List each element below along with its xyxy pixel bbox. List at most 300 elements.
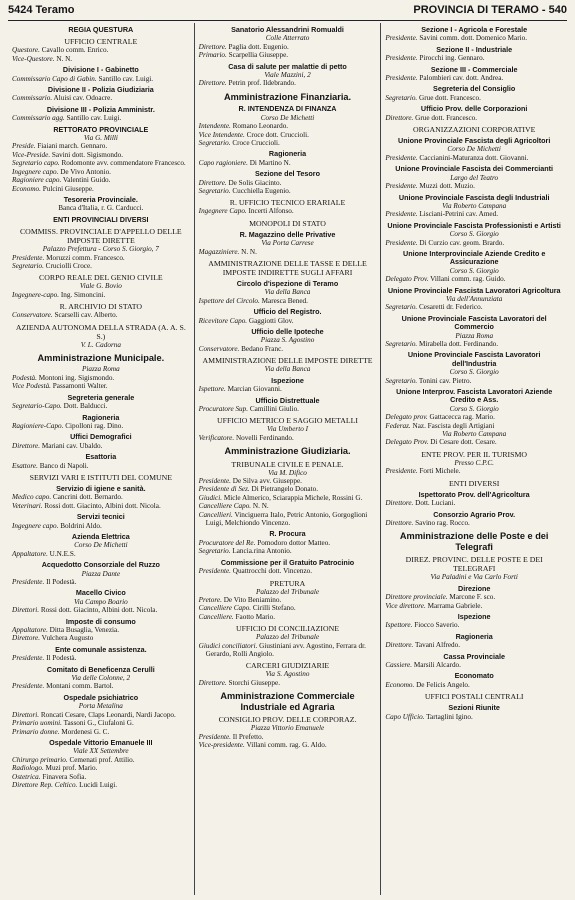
- office-title: UFFICIO DI CONCILIAZIONE: [235, 624, 340, 634]
- entry-name: Finavera Sofia.: [40, 772, 87, 781]
- entry-line: [12, 94, 190, 102]
- entry-line: [12, 502, 190, 510]
- entry-line: [385, 377, 563, 385]
- section-heading: Sezione II - Industriale: [436, 44, 513, 54]
- entry-name: Tassoni G., Ciufaloni G.: [61, 719, 134, 728]
- entry-line: [12, 159, 190, 167]
- column-2: [194, 23, 381, 895]
- entry-line: [385, 499, 563, 507]
- entry-name: Gaggiotti Glov.: [247, 316, 294, 325]
- section-heading: R. INTENDENZA DI FINANZA: [238, 104, 337, 114]
- entry-name: Pulcini Giuseppe.: [40, 184, 94, 193]
- entry-role: Ingegnere Capo.: [198, 207, 247, 216]
- entry-role: Segretario-Capo.: [12, 402, 62, 411]
- entry-line: [385, 34, 563, 42]
- entry-name: Cancrini dott. Bernardo.: [51, 493, 123, 502]
- office-title: CARCERI GIUDIZIARIE: [245, 661, 330, 671]
- entry-line: [199, 385, 377, 393]
- entry-role: Procuratore Sup.: [198, 404, 249, 413]
- entry-name: Montani comm. Bartol.: [44, 682, 114, 691]
- entry-role: Direttore.: [12, 634, 41, 643]
- office-title: CORPO REALE DEL GENIO CIVILE: [39, 273, 163, 283]
- entry-role: Capo ragioniere.: [198, 158, 248, 167]
- office-title: ENTE PROV. PER IL TURISMO: [421, 449, 528, 459]
- entry-line: [385, 94, 563, 102]
- office-title: PRETURA: [269, 578, 306, 588]
- section-heading: Ispettorato Prov. dell'Agricoltura: [418, 489, 530, 499]
- section-heading: Casa di salute per malattie di petto: [228, 61, 347, 71]
- entry-role: Vice-Questore.: [12, 54, 55, 63]
- office-title: R. ARCHIVIO DI STATO: [59, 302, 143, 312]
- entry-name: Scarselli cav. Alberto.: [52, 311, 118, 320]
- address-line: Porta Metalina: [78, 702, 123, 711]
- address-line: Piazza Roma: [455, 331, 494, 340]
- entry-role: Direttore provinciale.: [385, 593, 448, 602]
- entry-role: Esattore.: [12, 461, 38, 470]
- entry-name: Faotto Mario.: [233, 612, 276, 621]
- entry-line: [12, 606, 190, 614]
- office-title: ENTI DIVERSI: [448, 478, 500, 488]
- entry-role: Commissario.: [12, 94, 53, 103]
- entry-name: Quattrocchi dott. Vincenzo.: [230, 567, 313, 576]
- entry-line: [12, 728, 190, 736]
- entry-role: Questore.: [12, 46, 40, 55]
- section-heading: ENTI PROVINCIALI DIVERSI: [53, 214, 149, 224]
- entry-role: Ingegnere-capo.: [12, 290, 60, 299]
- entry-role: Ispettore.: [198, 385, 226, 394]
- address-line: Palazzo del Tribunale: [255, 633, 320, 642]
- entry-role: Economo.: [12, 184, 41, 193]
- entry-role: Ragioniere-Capo.: [12, 421, 64, 430]
- section-heading: Comitato di Beneficenza Cerulli: [46, 664, 155, 674]
- entry-line: [199, 317, 377, 325]
- entry-role: Primario.: [198, 51, 227, 60]
- section-heading: Segreteria generale: [67, 392, 135, 402]
- entry-name: Lancia.rina Antonio.: [230, 547, 292, 556]
- entry-line: [12, 311, 190, 319]
- entry-line: [385, 713, 563, 721]
- entry-role: Commissario agg.: [12, 114, 65, 123]
- entry-line: [199, 179, 377, 187]
- entry-name: Marcian Giovanni.: [225, 385, 282, 394]
- entry-name: Bedano Franc.: [239, 344, 284, 353]
- address-line: Piazza S. Agostino: [260, 336, 315, 345]
- entry-line: [199, 131, 377, 139]
- entry-role: Capo Ufficio.: [385, 712, 425, 721]
- entry-name: Camillini Giulio.: [248, 404, 299, 413]
- entry-role: Ragioniere capo.: [12, 176, 62, 185]
- entry-name: De Vito Beniamino.: [221, 595, 282, 604]
- entry-role: Appaltatore.: [12, 549, 48, 558]
- entry-name: Di Martino N.: [247, 158, 291, 167]
- entry-line: [12, 711, 190, 719]
- entry-role: Cancelliere Capo.: [198, 604, 252, 613]
- address-line: Via Porta Carrese: [261, 239, 314, 248]
- office-title: SERVIZI VARI E ISTITUTI DEL COMUNE: [29, 472, 173, 482]
- entry-name: Cipolloni rag. Dino.: [63, 421, 124, 430]
- office-title: DIREZ. PROVINC. DELLE POSTE E DEI TELEGRAFI: [405, 555, 543, 574]
- entry-line: [385, 413, 563, 421]
- entry-name: Petrin prof. Ildebrando.: [226, 79, 296, 88]
- entry-line: [199, 51, 377, 59]
- office-title: ORGANIZZAZIONI CORPORATIVE: [413, 125, 536, 135]
- address-line: Via della Banca: [264, 365, 311, 374]
- entry-line: [12, 291, 190, 299]
- entry-line: [12, 682, 190, 690]
- entry-role: Delegato Prov.: [385, 438, 429, 447]
- office-title: UFFICIO METRICO E SAGGIO METALLI: [217, 416, 359, 426]
- entry-role: Direttore.: [12, 441, 41, 450]
- entry-name: Lucidi Luigi.: [77, 780, 118, 789]
- entry-name: Muzi prof. Mario.: [43, 764, 98, 773]
- entry-name: Cavallo comm. Enrico.: [39, 46, 109, 55]
- section-heading: Servizi tecnici: [76, 512, 125, 522]
- entry-line: [385, 519, 563, 527]
- entry-line: [385, 661, 563, 669]
- entry-name: Di Curzio cav. geom. Brardo.: [417, 238, 505, 247]
- entry-name: Scarpellia Giuseppe.: [226, 51, 289, 60]
- section-heading: Uffici Demografici: [70, 432, 132, 442]
- entry-name: Marrama Gabriele.: [425, 601, 483, 610]
- entry-name: U.N.E.S.: [47, 549, 76, 558]
- entry-name: Il Podestà.: [44, 654, 77, 663]
- entry-line: [199, 79, 377, 87]
- entry-role: Direttore.: [385, 113, 414, 122]
- entry-role: Direttore.: [385, 499, 414, 508]
- entry-line: [12, 114, 190, 122]
- entry-name: Tavani Alfredo.: [413, 641, 461, 650]
- entry-name: Maresca Bened.: [259, 296, 308, 305]
- entry-name: Dott. Balducci.: [61, 402, 108, 411]
- section-heading: Unione Provinciale Fascista Lavoratori Agricoltura: [387, 285, 561, 295]
- entry-role: Presidente.: [385, 34, 418, 43]
- entry-role: Presidente.: [385, 54, 418, 63]
- entry-name: Lisciani-Petrini cav. Amed.: [417, 210, 498, 219]
- entry-role: Segretario.: [385, 303, 418, 312]
- entry-role: Segretario.: [12, 261, 44, 270]
- entry-line: [385, 239, 563, 247]
- section-heading: Unione Provinciale Fascista degli Industriali: [398, 192, 550, 202]
- entry-line: [199, 187, 377, 195]
- entry-role: Presidente.: [12, 682, 45, 691]
- entry-name: Fiocco Saverio.: [412, 621, 460, 630]
- entry-role: Presidente.: [198, 477, 231, 486]
- entry-line: [12, 176, 190, 184]
- entry-name: Il Podestà.: [44, 578, 77, 586]
- entry-role: Cassiere.: [385, 660, 413, 669]
- section-heading: Ospedale Vittorio Emanuele III: [49, 737, 153, 747]
- entry-role: Ostetrica.: [12, 772, 41, 781]
- section-heading: Sezioni Riunite: [448, 703, 500, 713]
- entry-name: Cucchiella Eugenio.: [230, 187, 291, 195]
- address-line: Via Paladini e Via Carlo Forti: [430, 573, 518, 582]
- entry-name: Savino rag. Rocco.: [413, 518, 470, 527]
- entry-name: Moruzzi comm. Francesco.: [44, 253, 125, 262]
- section-heading: Circolo d'ispezione di Teramo: [236, 279, 339, 289]
- section-heading: Commissione per il Gratuito Patrocinio: [220, 557, 355, 567]
- entry-name: Forti Michele.: [417, 467, 461, 476]
- address-line: Corso De Michetti: [447, 145, 501, 154]
- entry-name: Valentini Guido.: [61, 176, 111, 185]
- entry-role: Cancelliere.: [198, 612, 234, 621]
- entry-name: Vinciguerra Italo, Petric Antonio, Gorgoglioni Luigi, Melchiondo Vincenzo.: [205, 510, 368, 528]
- entry-name: Cemenati prof. Attilio.: [67, 755, 135, 764]
- section-heading: Servizio di igiene e sanità.: [56, 483, 146, 493]
- entry-name: Dott. Luciani.: [413, 499, 456, 508]
- group-heading: Amministrazione delle Poste e dei Telegrafi: [399, 531, 549, 552]
- entry-name: Marcone F. sco.: [447, 593, 496, 602]
- entry-line: [12, 654, 190, 662]
- entry-role: Vice Podestà.: [12, 382, 51, 391]
- entry-name: Santillo cav. Luigi.: [96, 74, 154, 83]
- entry-line: [12, 374, 190, 382]
- entry-line: [199, 248, 377, 256]
- entry-line: [12, 493, 190, 501]
- entry-role: Presidente.: [385, 238, 418, 247]
- group-heading: Amministrazione Municipale.: [37, 352, 165, 363]
- entry-role: Delegato Prov.: [385, 275, 429, 284]
- entry-role: Appaltatore.: [12, 626, 48, 635]
- office-title: UFFICI POSTALI CENTRALI: [424, 692, 524, 702]
- group-heading: Amministrazione Commerciale Industriale ed Agraria: [220, 691, 355, 712]
- entry-role: Pretore.: [198, 595, 222, 604]
- section-heading: Unione Provinciale Fascista Lavoratori dell'Industria: [407, 350, 541, 368]
- entry-role: Direttore.: [385, 641, 414, 650]
- address-line: Via Roberto Campana: [442, 201, 507, 210]
- entry-line: [12, 462, 190, 470]
- office-title: AZIENDA AUTONOMA DELLA STRADA (A. A. S. S.): [15, 322, 186, 341]
- header-right: PROVINCIA DI TERAMO - 540: [413, 4, 567, 16]
- column-1: [8, 23, 194, 895]
- entry-line: [12, 382, 190, 390]
- entry-line: [385, 182, 563, 190]
- entry-name: Paglia dott. Eugenio.: [226, 42, 289, 51]
- entry-line: [199, 733, 377, 741]
- entry-name: Pirocchi ing. Gennaro.: [417, 54, 485, 63]
- section-heading: Macello Civico: [75, 588, 126, 598]
- entry-role: Conservatore.: [198, 344, 240, 353]
- entry-role: Presidente.: [12, 253, 45, 262]
- text-line: Banca d'Italia, r. G. Carducci.: [58, 204, 144, 213]
- entry-name: N. N.: [251, 502, 269, 511]
- entry-line: [385, 275, 563, 283]
- section-heading: Sezione I - Agricola e Forestale: [421, 25, 528, 34]
- address-line: Via M. Difico: [268, 468, 307, 477]
- section-heading: Unione Provinciale Fascista Lavoratori del Commercio: [401, 313, 547, 332]
- section-heading: R. Procura: [269, 529, 306, 539]
- group-heading: Amministrazione Finanziaria.: [223, 91, 352, 102]
- entry-name: Di Pietrangelo Donato.: [249, 485, 318, 494]
- entry-name: N. N.: [54, 54, 73, 63]
- entry-role: Magazziniere.: [198, 247, 240, 256]
- entry-name: Montoni ing. Sigismondo.: [36, 373, 115, 382]
- entry-line: [199, 405, 377, 413]
- entry-line: [199, 539, 377, 547]
- address-line: Viale G. Bovio: [79, 282, 122, 291]
- section-heading: Ufficio Prov. delle Corporazioni: [420, 104, 528, 114]
- entry-line: [385, 74, 563, 82]
- entry-name: Marsili Alcardo.: [412, 660, 461, 669]
- entry-name: Mariani cav. Ubaldo.: [40, 441, 103, 450]
- section-heading: Ragioneria: [82, 412, 120, 422]
- entry-role: Cancelliere Capo.: [198, 502, 252, 511]
- section-heading: Unione Provinciale Fascista degli Agricoltori: [398, 136, 551, 146]
- entry-line: [12, 773, 190, 781]
- entry-line: [199, 207, 377, 215]
- entry-role: Preside.: [12, 142, 36, 151]
- entry-line: [199, 159, 377, 167]
- entry-line: [199, 596, 377, 604]
- entry-name: Boldrini Aldo.: [58, 521, 102, 530]
- entry-role: Presidente.: [385, 210, 418, 219]
- entry-name: Cruciolli Croce.: [43, 261, 92, 270]
- entry-role: Direttori.: [12, 710, 40, 719]
- section-heading: Ispezione: [457, 611, 491, 621]
- entry-line: [12, 402, 190, 410]
- entry-line: [12, 719, 190, 727]
- entry-line: [12, 151, 190, 159]
- entry-line: [12, 550, 190, 558]
- entry-role: Vice direttore.: [385, 601, 426, 610]
- entry-name: Savini comm. dott. Domenico Mario.: [417, 34, 528, 43]
- address-line: V. L. Cadorna: [80, 340, 121, 349]
- office-title: COMMISS. PROVINCIALE D'APPELLO DELLE IMPOSTE DIRETTE: [19, 227, 182, 246]
- entry-role: Veterinari.: [12, 501, 43, 510]
- section-heading: Unione Provinciale Fascista dei Commercianti: [395, 164, 554, 174]
- entry-role: Presidente.: [385, 153, 418, 162]
- page-header: [8, 4, 567, 21]
- entry-line: [199, 642, 377, 659]
- address-line: Palazzo del Tribunale: [255, 587, 320, 596]
- address-line: Via dell'Annunziata: [446, 294, 503, 303]
- section-heading: Ragioneria: [268, 149, 307, 159]
- entry-role: Presidente.: [198, 732, 231, 741]
- section-heading: Divisione III - Polizia Amministr.: [46, 104, 155, 114]
- entry-line: [12, 522, 190, 530]
- entry-line: [199, 613, 377, 621]
- address-line: Piazza Vittorio Emanuele: [250, 724, 325, 733]
- entry-role: Direttori.: [12, 606, 40, 615]
- entry-role: Segretario.: [385, 93, 418, 102]
- entry-line: [12, 185, 190, 193]
- office-title: AMMINISTRAZIONE DELLE IMPOSTE DIRETTE: [202, 356, 373, 366]
- section-heading: Ufficio delle Ipoteche: [251, 327, 324, 337]
- entry-line: [385, 340, 563, 348]
- entry-role: Direttore.: [198, 678, 227, 687]
- entry-line: [12, 781, 190, 789]
- address-line: Largo del Teatro: [450, 173, 499, 182]
- entry-name: Rodomonte avv. commendatore Francesco.: [59, 159, 186, 168]
- entry-line: [385, 467, 563, 475]
- entry-role: Vice-Preside.: [12, 150, 51, 159]
- entry-line: [385, 641, 563, 649]
- entry-role: Direttore.: [198, 42, 227, 51]
- entry-name: Ing. Simoncini.: [59, 290, 106, 299]
- address-line: Via G. Milli: [83, 134, 118, 143]
- entry-role: Procuratore del Re.: [198, 538, 256, 547]
- entry-role: Cancellieri.: [198, 510, 233, 519]
- entry-role: Radiologo.: [12, 764, 44, 773]
- entry-role: Vice-presidente.: [198, 740, 245, 749]
- section-heading: RETTORATO PROVINCIALE: [53, 124, 149, 134]
- column-3: [380, 23, 567, 895]
- entry-role: Commissario Capo di Gabin.: [12, 74, 97, 83]
- address-line: Colle Atterrato: [265, 34, 310, 43]
- section-heading: Divisione I - Gabinetto: [62, 65, 139, 75]
- columns: [8, 23, 567, 895]
- entry-line: [199, 485, 377, 493]
- entry-role: Presidente.: [385, 182, 418, 191]
- entry-name: De Felicis Angelo.: [414, 680, 470, 689]
- section-heading: Direzione: [458, 583, 491, 593]
- section-heading: Ente comunale assistenza.: [55, 644, 147, 654]
- address-line: Piazza Roma: [81, 365, 120, 374]
- entry-line: [385, 438, 563, 446]
- entry-name: Storchi Giuseppe.: [226, 678, 280, 687]
- entry-line: [199, 494, 377, 502]
- address-line: Corso S. Giorgio: [449, 368, 499, 377]
- entry-role: Intendente.: [198, 122, 231, 131]
- section-heading: Azienda Elettrica: [71, 531, 130, 541]
- entry-name: Cesaretti dr. Federico.: [417, 303, 483, 312]
- address-line: Piazza Dante: [81, 569, 121, 578]
- address-line: Via Roberto Campana: [442, 430, 507, 439]
- entry-name: Incerti Alfonso.: [246, 207, 294, 216]
- entry-role: Economo.: [385, 680, 415, 689]
- entry-name: Pomodoro dottor Matteo.: [255, 538, 331, 547]
- entry-name: De Solis Giacinto.: [226, 178, 282, 187]
- entry-name: Croce Cruccioli.: [230, 138, 280, 147]
- section-heading: Economato: [454, 671, 494, 681]
- entry-line: [12, 75, 190, 83]
- entry-line: [199, 502, 377, 510]
- entry-role: Presidente.: [198, 567, 231, 576]
- entry-line: [199, 477, 377, 485]
- entry-name: Vulchera Augusto: [40, 634, 94, 643]
- entry-line: [385, 114, 563, 122]
- address-line: Via Campo Boario: [73, 597, 128, 606]
- entry-line: [12, 626, 190, 634]
- address-line: Corso De Michetti: [260, 113, 315, 122]
- section-heading: Segreteria del Consiglio: [433, 84, 516, 94]
- entry-name: Savini dott. Sigismondo.: [50, 150, 124, 159]
- entry-line: [385, 210, 563, 218]
- entry-line: [12, 422, 190, 430]
- entry-role: Ispettore.: [385, 621, 413, 630]
- section-heading: REGIA QUESTURA: [68, 25, 134, 34]
- entry-role: Ingegnere capo.: [12, 521, 59, 530]
- entry-role: Vice Intendente.: [198, 130, 245, 139]
- address-line: Corso S. Giorgio: [449, 266, 499, 275]
- entry-role: Primario uomini.: [12, 719, 62, 728]
- entry-line: [199, 43, 377, 51]
- entry-name: Di Cesare dott. Cesare.: [428, 438, 497, 447]
- address-line: Via della Banca: [264, 288, 311, 297]
- entry-name: De Silva avv. Giuseppe.: [230, 477, 302, 486]
- section-heading: Unione Interprovinciale Aziende Credito e Assicurazione: [403, 248, 546, 267]
- section-heading: Sezione III - Commerciale: [430, 64, 518, 74]
- entry-role: Segretario.: [385, 340, 418, 348]
- entry-role: Presidente.: [12, 654, 45, 663]
- entry-name: Villani comm. rag. G. Aldo.: [244, 740, 327, 749]
- entry-role: Segretario.: [198, 187, 231, 195]
- entry-line: [12, 168, 190, 176]
- entry-name: Micle Almerico, Sciarappia Michele, Rossini G.: [222, 493, 363, 502]
- section-heading: Ispezione: [271, 375, 304, 385]
- entry-name: Aluisi cav. Odoacre.: [52, 94, 113, 103]
- entry-line: [12, 46, 190, 54]
- entry-name: Cirilli Stefano.: [251, 604, 296, 613]
